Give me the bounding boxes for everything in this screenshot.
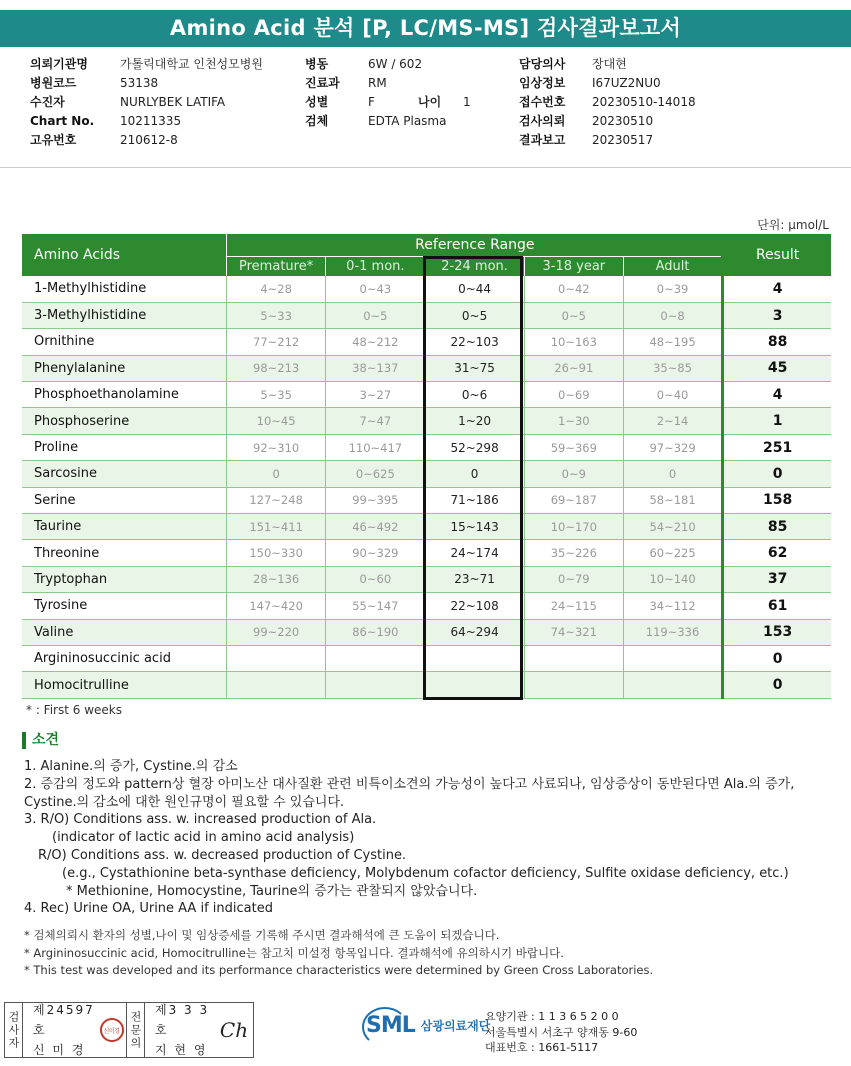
handwritten-signature: Ch <box>219 1018 249 1042</box>
result-value: 1 <box>723 408 831 434</box>
reference-range-cell: 4~28 <box>227 276 326 302</box>
reference-range-cell: 1~20 <box>425 408 524 434</box>
reference-range-cell: 71~186 <box>425 487 524 513</box>
reference-range-cell: 69~187 <box>524 487 623 513</box>
finding-line: 4. Rec) Urine OA, Urine AA if indicated <box>24 901 273 917</box>
table-row <box>22 487 831 513</box>
reference-range-cell: 22~103 <box>425 329 524 355</box>
reference-range-cell: 74~321 <box>524 619 623 645</box>
address-line: 서울특별시 서초구 양재동 9-60 <box>485 1025 638 1039</box>
reference-range-cell: 10~170 <box>524 514 623 540</box>
header-0-1-mon: 0-1 mon. <box>326 256 425 276</box>
table-row <box>22 302 831 328</box>
age-value: 1 <box>463 95 471 109</box>
amino-acid-name: Serine <box>22 487 227 513</box>
reference-range-cell: 92~310 <box>227 434 326 460</box>
reference-range-cell: 0~5 <box>524 302 623 328</box>
result-value: 0 <box>723 645 831 671</box>
finding-line: (indicator of lactic acid in amino acid analysis) <box>52 830 355 846</box>
table-row <box>22 329 831 355</box>
meta-value: 6W / 602 <box>368 57 423 71</box>
reference-range-cell: 2~14 <box>623 408 722 434</box>
meta-key: 결과보고 <box>519 133 566 147</box>
finding-line: 1. Alanine.의 증가, Cystine.의 감소 <box>24 759 238 774</box>
amino-acid-name: Tyrosine <box>22 593 227 619</box>
note-line: * Argininosuccinic acid, Homocitrulline는 참고치 미설정 항목입니다. 결과해석에 유의하시기 바랍니다. <box>24 945 564 960</box>
tester-label-text: 검사자 <box>7 1010 20 1050</box>
notes <box>24 927 653 980</box>
meta-value: 20230510-14018 <box>592 95 696 109</box>
reference-range-cell: 1~30 <box>524 408 623 434</box>
specialist-label-text: 전문의 <box>129 1010 142 1050</box>
reference-range-cell: 22~108 <box>425 593 524 619</box>
meta-key: 접수번호 <box>519 95 566 109</box>
reference-range-cell: 0~44 <box>425 276 524 302</box>
reference-range-cell: 35~85 <box>623 355 722 381</box>
reference-range-cell: 48~212 <box>326 329 425 355</box>
result-value: 45 <box>723 355 831 381</box>
tester-label <box>5 1003 23 1057</box>
header-adult: Adult <box>623 256 722 276</box>
sml-logo <box>366 1013 490 1038</box>
reference-range-cell: 10~45 <box>227 408 326 434</box>
amino-acid-name: Proline <box>22 434 227 460</box>
tester-license: 제24597호 <box>33 1003 95 1037</box>
reference-range-cell: 0~79 <box>524 566 623 592</box>
amino-acid-name: Argininosuccinic acid <box>22 645 227 671</box>
finding-line: * Methionine, Homocystine, Taurine의 증가는 관찰되지 않았습니다. <box>66 883 478 899</box>
meta-key: 성별 <box>305 95 329 109</box>
meta-key: 병동 <box>305 57 329 71</box>
reference-range-cell: 90~329 <box>326 540 425 566</box>
amino-acid-name: Sarcosine <box>22 461 227 487</box>
reference-range-cell: 10~163 <box>524 329 623 355</box>
amino-acid-name: Phenylalanine <box>22 355 227 381</box>
meta-key: 의뢰기관명 <box>30 57 88 71</box>
reference-range-cell: 150~330 <box>227 540 326 566</box>
meta-key: Chart No. <box>30 114 95 128</box>
finding-line: R/O) Conditions ass. w. decreased production of Cystine. <box>38 847 407 863</box>
findings-title: 소견 <box>22 732 59 749</box>
signature-block <box>4 1002 254 1058</box>
amino-acid-name: Threonine <box>22 540 227 566</box>
reference-range-cell: 98~213 <box>227 355 326 381</box>
header-3-18-year: 3-18 year <box>524 256 623 276</box>
reference-range-cell: 0~60 <box>326 566 425 592</box>
address-line: 대표번호 : 1661-5117 <box>485 1041 599 1054</box>
header-premature: Premature* <box>227 256 326 276</box>
meta-value: I67UZ2NU0 <box>592 76 661 90</box>
table-row <box>22 566 831 592</box>
amino-acid-name: Phosphoethanolamine <box>22 382 227 408</box>
meta-key: 검체 <box>305 114 329 128</box>
lab-address <box>485 1009 637 1056</box>
reference-range-cell: 64~294 <box>425 619 524 645</box>
meta-value: RM <box>368 76 387 90</box>
reference-range-cell: 0~625 <box>326 461 425 487</box>
amino-acid-name: 1-Methylhistidine <box>22 276 227 302</box>
reference-range-cell: 24~115 <box>524 593 623 619</box>
reference-range-cell: 35~226 <box>524 540 623 566</box>
reference-range-cell: 38~137 <box>326 355 425 381</box>
logo-korean-text: 삼광의료재단 <box>420 1019 491 1033</box>
meta-value: 53138 <box>120 76 159 90</box>
reference-range-cell: 46~492 <box>326 514 425 540</box>
meta-key: 진료과 <box>305 76 340 90</box>
reference-range-cell: 52~298 <box>425 434 524 460</box>
meta-value: 20230517 <box>592 133 654 147</box>
reference-range-cell <box>524 645 623 671</box>
reference-range-cell: 99~220 <box>227 619 326 645</box>
meta-key: 고유번호 <box>30 133 77 147</box>
result-value: 61 <box>723 593 831 619</box>
table-row <box>22 461 831 487</box>
tester-cell <box>23 1003 97 1057</box>
table-row <box>22 593 831 619</box>
result-value: 251 <box>723 434 831 460</box>
reference-range-cell: 55~147 <box>326 593 425 619</box>
reference-range-cell: 15~143 <box>425 514 524 540</box>
reference-range-cell: 147~420 <box>227 593 326 619</box>
reference-range-cell: 97~329 <box>623 434 722 460</box>
result-value: 0 <box>723 672 831 698</box>
meta-column-1 <box>30 55 300 150</box>
amino-acid-name: Phosphoserine <box>22 408 227 434</box>
reference-range-cell: 54~210 <box>623 514 722 540</box>
meta-value: F <box>368 95 375 109</box>
reference-range-cell: 5~35 <box>227 382 326 408</box>
table-footnote: * : First 6 weeks <box>26 703 122 717</box>
seal-text: 신미경 <box>103 1027 120 1035</box>
reference-range-cell: 0~8 <box>623 302 722 328</box>
amino-acid-name: 3-Methylhistidine <box>22 302 227 328</box>
specialist-cell <box>145 1003 219 1057</box>
reference-range-cell: 110~417 <box>326 434 425 460</box>
reference-range-cell: 24~174 <box>425 540 524 566</box>
meta-key: 검사의뢰 <box>519 114 566 128</box>
reference-range-cell <box>425 645 524 671</box>
reference-range-cell <box>227 645 326 671</box>
reference-range-cell: 0~40 <box>623 382 722 408</box>
table-row <box>22 645 831 671</box>
note-line: * 검체의뢰시 환자의 성별,나이 및 임상증세를 기록해 주시면 결과해석에 큰 도움이 되겠습니다. <box>24 928 500 942</box>
table-row <box>22 382 831 408</box>
reference-range-cell: 0 <box>623 461 722 487</box>
meta-value: NURLYBEK LATIFA <box>120 95 226 109</box>
report-title: Amino Acid 분석 [P, LC/MS-MS] 검사결과보고서 <box>0 10 851 47</box>
meta-value: 10211335 <box>120 114 182 128</box>
table-row <box>22 276 831 302</box>
reference-range-cell: 0~69 <box>524 382 623 408</box>
reference-range-cell: 0~5 <box>326 302 425 328</box>
seal-cell <box>97 1003 127 1057</box>
logo-arc-icon <box>362 1007 408 1047</box>
reference-range-cell: 0~42 <box>524 276 623 302</box>
meta-key: 병원코드 <box>30 76 77 90</box>
reference-range-cell: 151~411 <box>227 514 326 540</box>
reference-range-cell: 7~47 <box>326 408 425 434</box>
reference-range-cell: 48~195 <box>623 329 722 355</box>
reference-range-cell: 34~112 <box>623 593 722 619</box>
result-value: 62 <box>723 540 831 566</box>
result-value: 37 <box>723 566 831 592</box>
header-reference-range: Reference Range <box>227 234 723 256</box>
table-row <box>22 355 831 381</box>
divider <box>0 167 851 168</box>
reference-range-cell: 23~71 <box>425 566 524 592</box>
table-row <box>22 540 831 566</box>
specialist-label <box>127 1003 145 1057</box>
reference-range-cell <box>524 672 623 698</box>
age-key: 나이 <box>418 95 442 109</box>
reference-range-cell: 10~140 <box>623 566 722 592</box>
seal-stamp <box>100 1018 124 1042</box>
logo-mark <box>366 1013 415 1038</box>
note-line: * This test was developed and its performance characteristics were determined by Green Cross Laboratories. <box>24 963 654 978</box>
finding-line: 2. 증감의 정도와 pattern상 혈장 아미노산 대사질환 관련 비특이소견의 가능성이 높다고 사료되나, 임상증상이 동반된다면 Ala.의 증가, <box>24 776 795 792</box>
meta-value: 20230510 <box>592 114 654 128</box>
reference-range-cell: 127~248 <box>227 487 326 513</box>
meta-value: 210612-8 <box>120 133 178 147</box>
reference-range-cell: 0~9 <box>524 461 623 487</box>
signature-cell <box>219 1003 249 1057</box>
header-result: Result <box>723 234 831 276</box>
meta-column-3 <box>519 55 742 150</box>
reference-range-cell: 58~181 <box>623 487 722 513</box>
result-value: 3 <box>723 302 831 328</box>
reference-range-cell: 99~395 <box>326 487 425 513</box>
header-amino-acids: Amino Acids <box>22 234 227 276</box>
amino-acid-name: Valine <box>22 619 227 645</box>
reference-range-cell: 0~5 <box>425 302 524 328</box>
header-2-24-mon: 2-24 mon. <box>425 256 524 276</box>
amino-acid-name: Ornithine <box>22 329 227 355</box>
meta-value: EDTA Plasma <box>368 114 447 128</box>
reference-range-cell: 0~39 <box>623 276 722 302</box>
table-row <box>22 672 831 698</box>
amino-acid-table <box>22 234 831 699</box>
meta-value: 장대현 <box>592 57 627 71</box>
reference-range-cell <box>326 672 425 698</box>
unit-label: 단위: μmol/L <box>757 218 829 232</box>
reference-range-cell <box>623 645 722 671</box>
logo-sml-text: SML <box>366 1013 415 1038</box>
reference-range-cell: 60~225 <box>623 540 722 566</box>
meta-key: 임상정보 <box>519 76 566 90</box>
reference-range-cell: 0 <box>425 461 524 487</box>
reference-range-cell: 0~6 <box>425 382 524 408</box>
result-value: 4 <box>723 276 831 302</box>
result-value: 153 <box>723 619 831 645</box>
result-value: 158 <box>723 487 831 513</box>
reference-range-cell <box>227 672 326 698</box>
amino-acid-name: Tryptophan <box>22 566 227 592</box>
reference-range-cell: 0 <box>227 461 326 487</box>
meta-value: 가톨릭대학교 인천성모병원 <box>120 57 263 71</box>
meta-key: 수진자 <box>30 95 65 109</box>
table-row <box>22 514 831 540</box>
specialist-name: 지 현 영 <box>155 1043 208 1057</box>
reference-range-cell: 0~43 <box>326 276 425 302</box>
table-row <box>22 619 831 645</box>
tester-name: 신 미 경 <box>33 1043 86 1057</box>
reference-range-cell <box>326 645 425 671</box>
reference-range-cell: 31~75 <box>425 355 524 381</box>
reference-range-cell: 86~190 <box>326 619 425 645</box>
specialist-license: 제3 3 3 호 <box>155 1003 210 1037</box>
finding-line: (e.g., Cystathionine beta-synthase deficiency, Molybdenum cofactor deficiency, Sulfite oxidase deficiency, etc.) <box>62 865 789 881</box>
table-row <box>22 434 831 460</box>
result-value: 0 <box>723 461 831 487</box>
reference-range-cell: 77~212 <box>227 329 326 355</box>
result-value: 88 <box>723 329 831 355</box>
reference-range-cell: 3~27 <box>326 382 425 408</box>
reference-range-cell: 119~336 <box>623 619 722 645</box>
reference-range-cell: 59~369 <box>524 434 623 460</box>
reference-range-cell <box>623 672 722 698</box>
findings-text <box>24 758 794 918</box>
table-row <box>22 408 831 434</box>
meta-key: 담당의사 <box>519 57 566 71</box>
reference-range-cell <box>425 672 524 698</box>
finding-line: Cystine.의 감소에 대한 원인규명이 필요할 수 있습니다. <box>24 794 345 810</box>
amino-acid-name: Taurine <box>22 514 227 540</box>
result-value: 4 <box>723 382 831 408</box>
amino-acid-name: Homocitrulline <box>22 672 227 698</box>
finding-line: 3. R/O) Conditions ass. w. increased production of Ala. <box>24 812 377 828</box>
reference-range-cell: 28~136 <box>227 566 326 592</box>
address-line: 요양기관 : 1 1 3 6 5 2 0 0 <box>485 1010 619 1023</box>
reference-range-cell: 26~91 <box>524 355 623 381</box>
result-value: 85 <box>723 514 831 540</box>
reference-range-cell: 5~33 <box>227 302 326 328</box>
